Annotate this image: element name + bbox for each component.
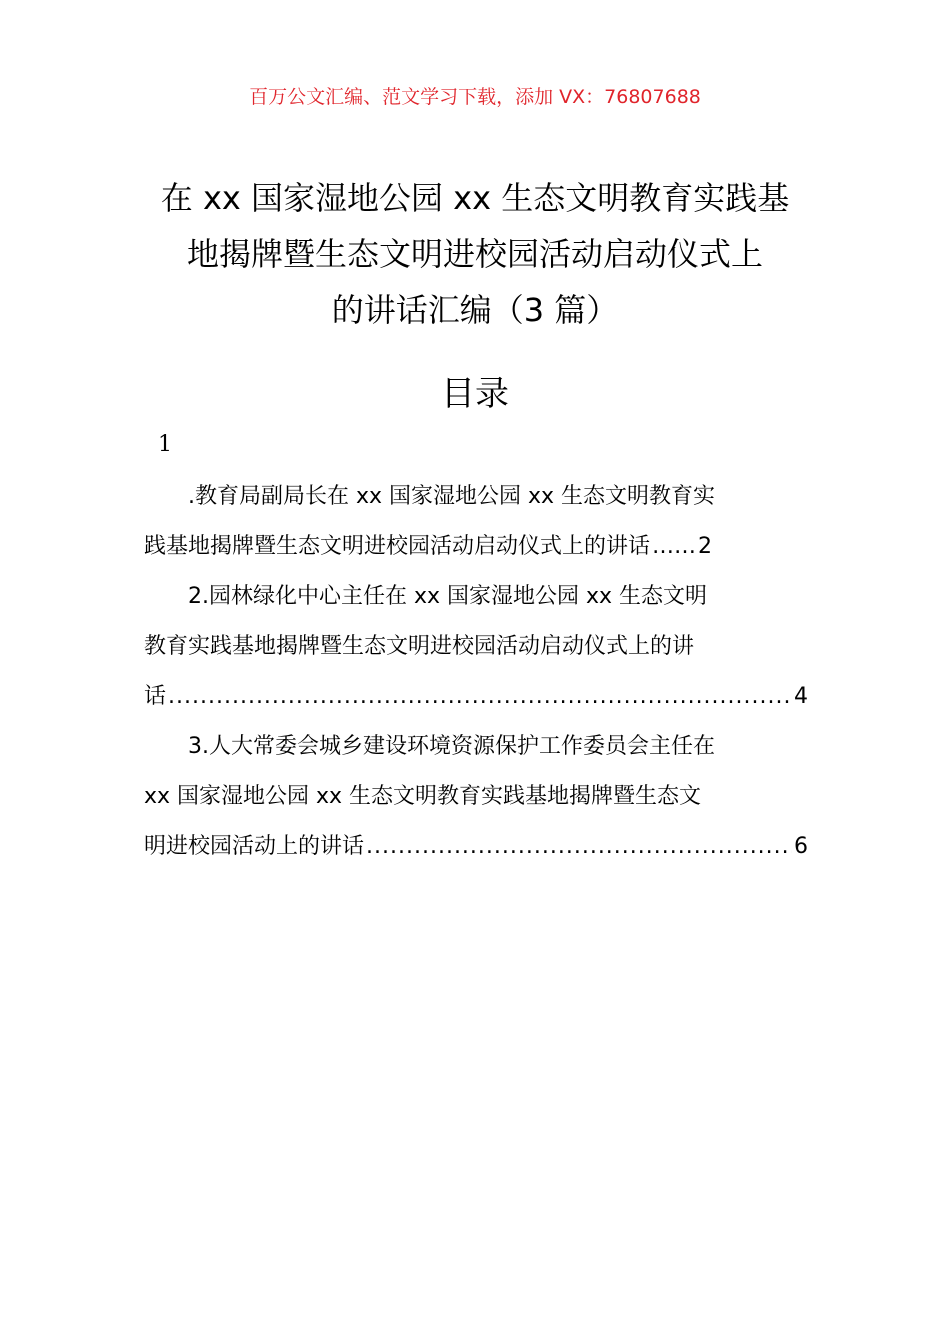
toc-entry-3-line-2[interactable] (144, 772, 808, 822)
title-line-2: 地揭牌暨生态文明进校园活动启动仪式上 (186, 235, 763, 273)
toc-entry-1-page: 2 (698, 534, 713, 559)
toc-entry-1-line-2[interactable] (144, 522, 808, 572)
toc-entry-3-leader (366, 822, 792, 872)
title-line-3: 的讲话汇编（3 篇） (331, 291, 619, 329)
toc-entry-3-text-2: xx 国家湿地公园 xx 生态文明教育实践基地揭牌暨生态文 (144, 784, 702, 809)
stray-number: 1 (158, 432, 172, 457)
watermark-banner: 百万公文汇编、范文学习下载，添加 VX：76807688 (249, 86, 701, 108)
toc-entry-2-leader (168, 672, 792, 722)
toc-entry-1-leader: …… (652, 534, 697, 559)
toc-entry-2-text-2: 教育实践基地揭牌暨生态文明进校园活动启动仪式上的讲 (144, 634, 695, 659)
toc-entry-2-line-2[interactable] (144, 622, 808, 672)
toc-entry-3-text-1: 3.人大常委会城乡建设环境资源保护工作委员会主任在 (188, 734, 715, 759)
toc-entry-2-page: 4 (794, 684, 808, 709)
toc-entry-3-text-3: 明进校园活动上的讲话 (144, 834, 365, 859)
toc-entry-1-text-1: .教育局副局长在 xx 国家湿地公园 xx 生态文明教育实 (188, 484, 716, 509)
toc-entry-3-line-1[interactable] (144, 722, 808, 772)
toc-entry-3-page: 6 (794, 834, 808, 859)
document-title (140, 170, 810, 338)
title-line-1: 在 xx 国家湿地公园 xx 生态文明教育实践基 (160, 179, 790, 217)
toc-entry-2-text-1: 2.园林绿化中心主任在 xx 国家湿地公园 xx 生态文明 (188, 584, 708, 609)
toc-entry-2-line-1[interactable] (144, 572, 808, 622)
toc-entry-1-text-2: 践基地揭牌暨生态文明进校园活动启动仪式上的讲话 (144, 534, 651, 559)
table-of-contents (144, 472, 808, 872)
toc-entry-2-line-3[interactable] (144, 672, 808, 722)
toc-entry-1-line-1[interactable] (144, 472, 808, 522)
toc-heading: 目录 (441, 374, 509, 414)
toc-entry-3-line-3[interactable] (144, 822, 808, 872)
toc-entry-2-text-3: 话 (144, 684, 167, 709)
